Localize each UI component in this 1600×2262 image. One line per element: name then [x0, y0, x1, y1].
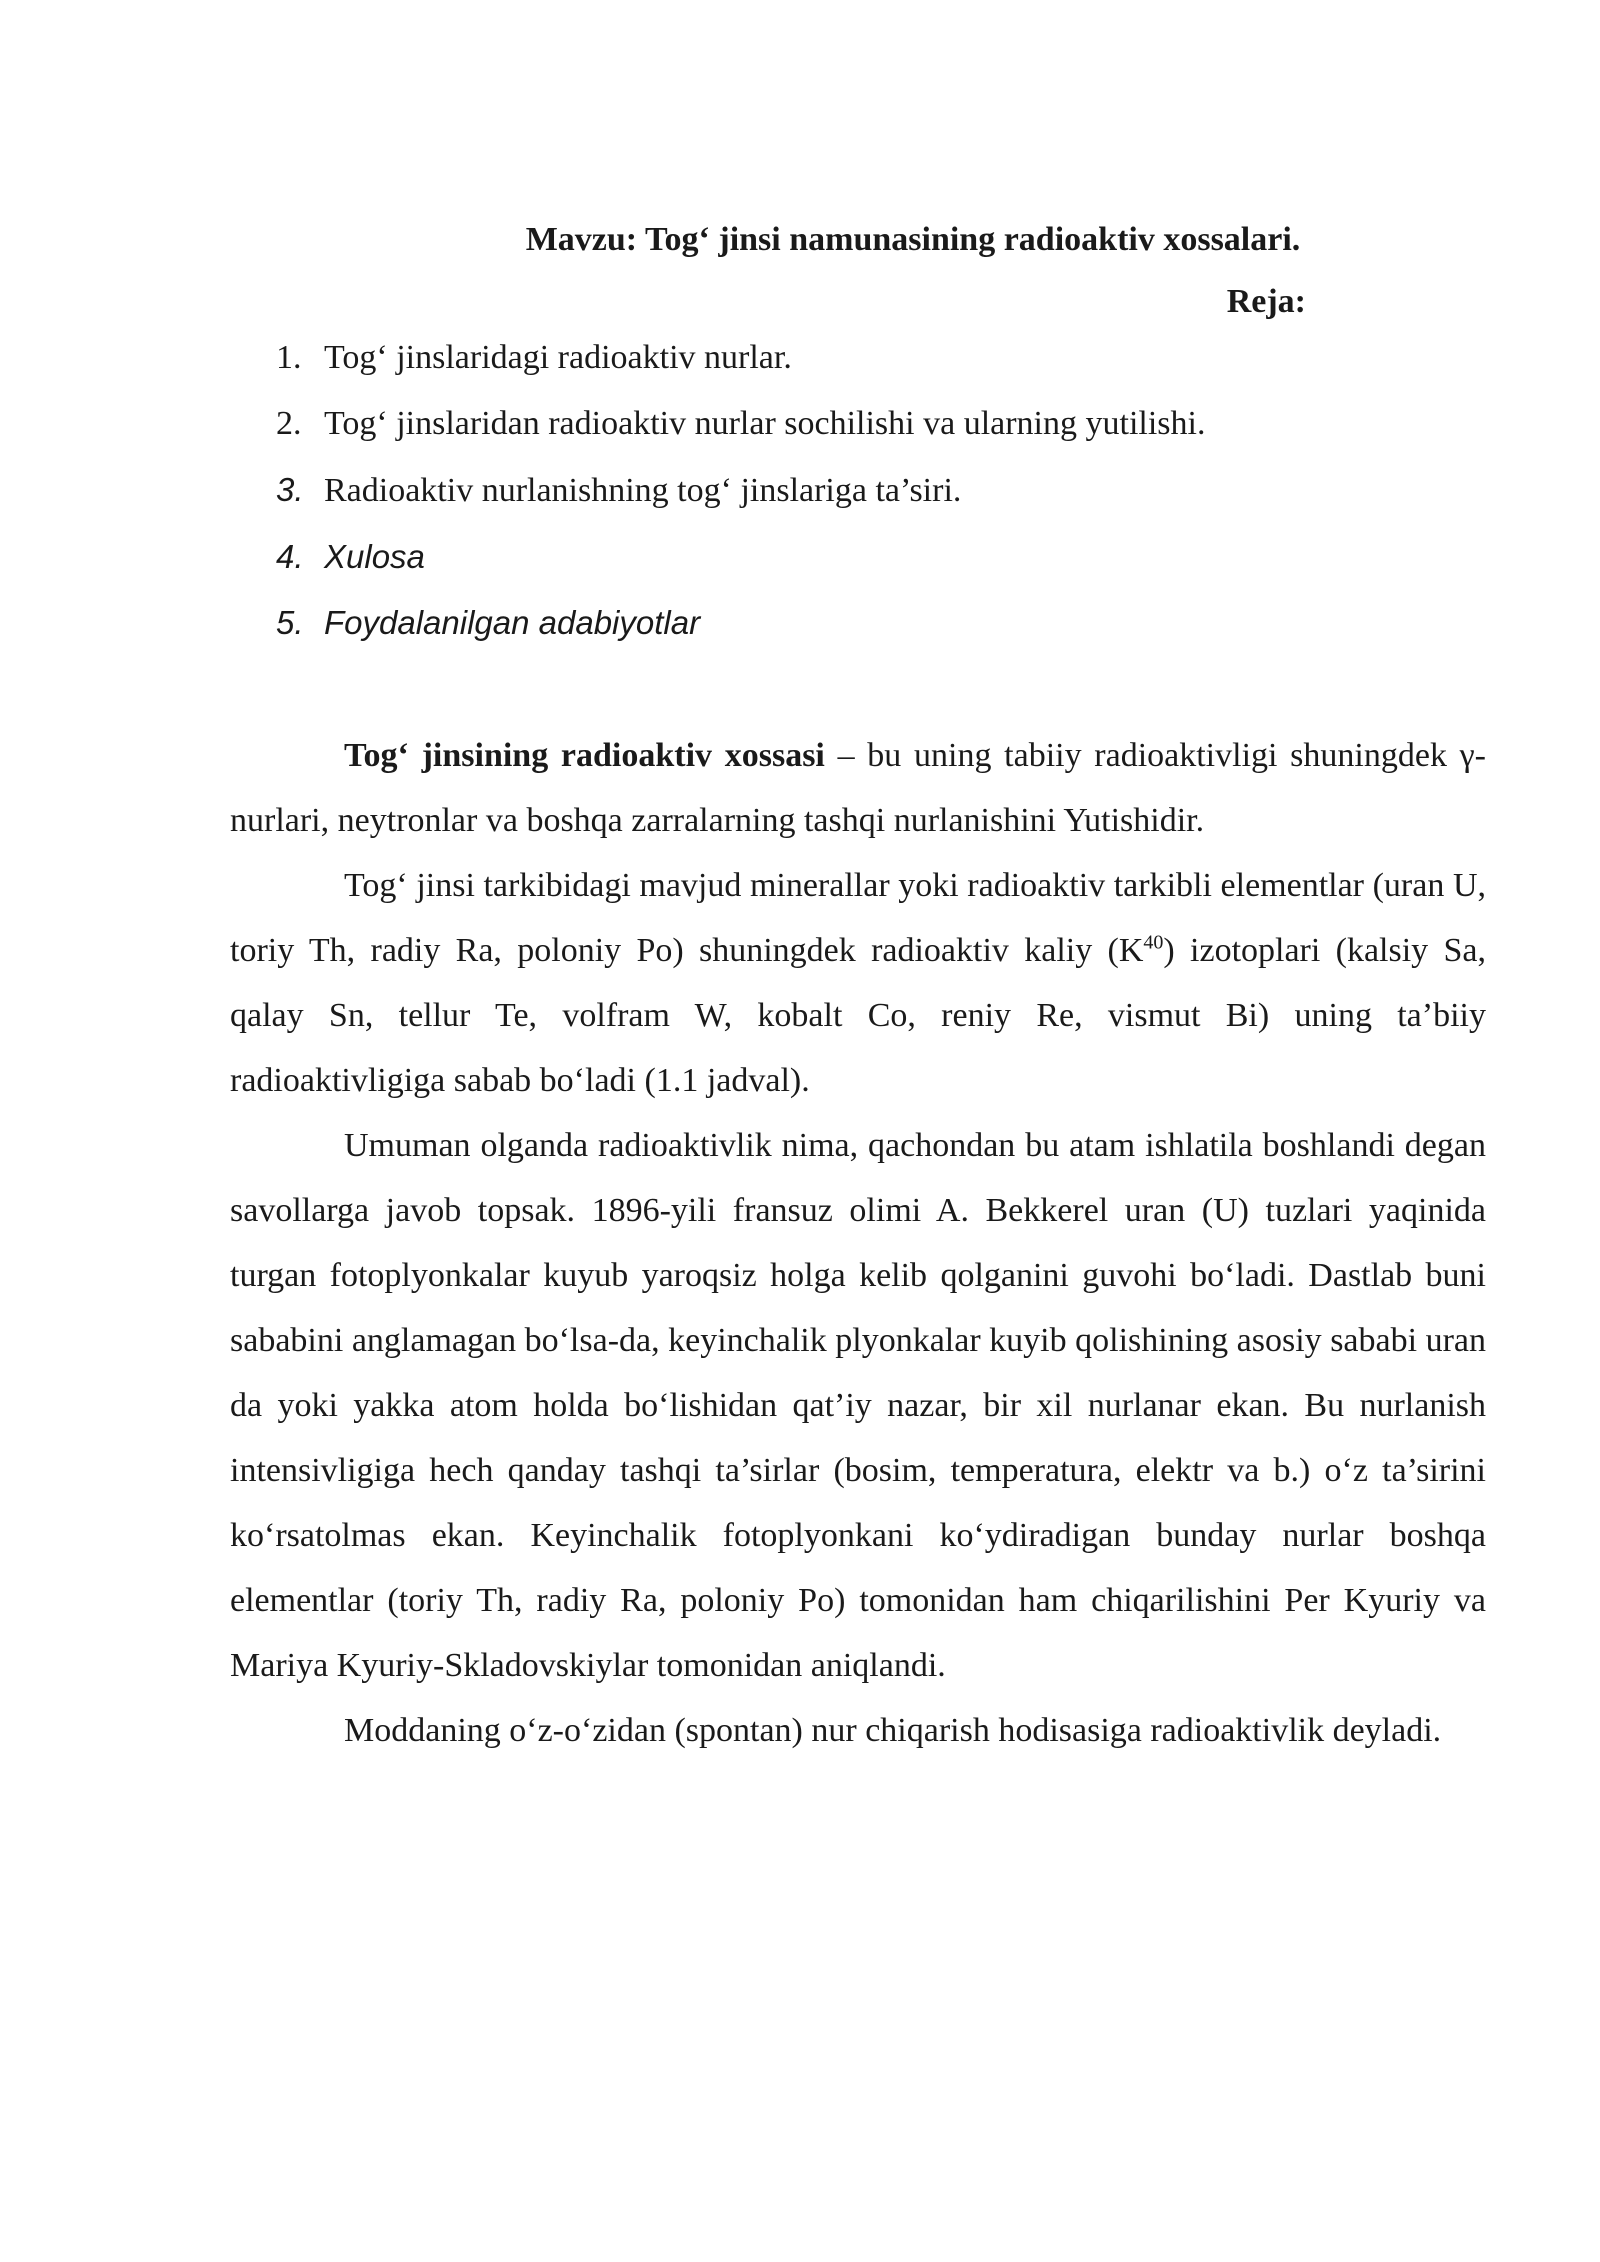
plan-item: [230, 533, 1486, 581]
document-title: Mavzu: Tog‘ jinsi namunasining radioaktiv xossalari.: [525, 221, 1301, 258]
plan-item-text: Tog‘ jinslaridagi radioaktiv nurlar.: [324, 339, 792, 376]
plan-item: [230, 599, 1486, 647]
plan-item-text: Foydalanilgan adabiyotlar: [324, 604, 701, 641]
plan-item: [230, 466, 1486, 515]
paragraph-text: – bu uning tabiiy radioaktivligi shuningdek γ-nurlari, neytronlar va boshqa zarralarning tashqi nurlanishini Yutishidir.: [230, 737, 1486, 839]
plan-list: [230, 334, 1486, 647]
paragraph-text: ) izotoplari (kalsiy Sa, qalay Sn, tellur Te, volfram W, kobalt Co, reniy Re, vismut Bi) uning ta’biiy radioaktivligiga sabab bo‘ladi (1.1 jadval).: [230, 932, 1486, 1099]
plan-item: [230, 400, 1486, 448]
paragraph-conclusion: Moddaning o‘z-o‘zidan (spontan) nur chiqarish hodisasiga radioaktivlik deyladi.: [344, 1712, 1442, 1749]
plan-item-number: 3.: [276, 471, 304, 508]
plan-item-number: 1.: [276, 339, 302, 376]
document-content: [230, 216, 1486, 1763]
plan-item-number: 5.: [276, 604, 304, 641]
paragraph-elements: [230, 853, 1486, 1113]
plan-heading: Reja:: [1226, 283, 1306, 320]
plan-item-text: Radioaktiv nurlanishning tog‘ jinslariga ta’siri.: [324, 472, 962, 509]
plan-item-number: 4.: [276, 538, 304, 575]
plan-item-number: 2.: [276, 405, 302, 442]
superscript-isotope: 40: [1143, 931, 1164, 954]
paragraph-text: Tog‘ jinsi tarkibidagi mavjud minerallar yoki radioaktiv tarkibli elementlar (uran U, toriy Th, radiy Ra, poloniy Po) shuningdek radioaktiv kaliy (K: [230, 867, 1486, 969]
plan-item-text: Tog‘ jinslaridan radioaktiv nurlar sochilishi va ularning yutilishi.: [324, 405, 1206, 442]
paragraph-lead-term: Tog‘ jinsining radioaktiv xossasi: [344, 737, 825, 774]
paragraph-definition: [230, 723, 1486, 853]
plan-item-text: Xulosa: [324, 538, 425, 575]
plan-item: [230, 334, 1486, 382]
paragraph-history: Umuman olganda radioaktivlik nima, qachondan bu atam ishlatila boshlandi degan savollarga javob topsak. 1896-yili fransuz olimi A. Bekkerel uran (U) tuzlari yaqinida turgan fotoplyonkalar kuyub yaroqsiz holga kelib qolganini guvohi bo‘ladi. Dastlab buni sababini anglamagan bo‘lsa-da, keyinchalik plyonkalar kuyib qolishining asosiy sababi uran da yoki yakka atom holda bo‘lishidan qat’iy nazar, bir xil nurlanar ekan. Bu nurlanish intensivligiga hech qanday tashqi ta’sirlar (bosim, temperatura, elektr va b.) o‘z ta’sirini ko‘rsatolmas ekan. Keyinchalik fotoplyonkani ko‘ydiradigan bunday nurlar boshqa elementlar (toriy Th, radiy Ra, poloniy Po) tomonidan ham chiqarilishini Per Kyuriy va Mariya Kyuriy-Skladovskiylar tomonidan aniqlandi.: [230, 1127, 1486, 1684]
